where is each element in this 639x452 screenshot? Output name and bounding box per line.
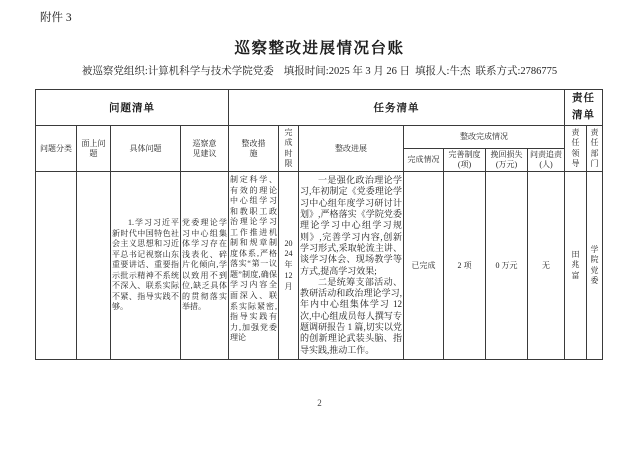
header-responsible-department: 责任部门 (587, 126, 603, 172)
cell-rectification-measures: 制定科学、有效的理论中心组学习和教职工政治理论学习工作推进机制和规章制度体系,严格落实“第一议题”制度,确保学习内容全面深入、联系实际紧密,指导实践有力,加强党委理论 (229, 172, 279, 360)
header-completion-status: 完成情况 (404, 149, 444, 172)
header-specific-problem: 具体问题 (111, 126, 181, 172)
meta-line (0, 63, 639, 78)
group-problem-list: 问题清单 (36, 90, 229, 126)
header-rectification-measures: 整改措施 (229, 126, 279, 172)
header-responsible-leader: 责任领导 (565, 126, 587, 172)
cell-responsible-department: 学院党委 (587, 172, 603, 360)
progress-paragraph-1: 一是强化政治理论学习,年初制定《党委理论学习中心组年度学习研讨计划》,严格落实《学院党委理论学习中心组学习规则》,完善学习内容,创新学习形式,采取轮流主讲、谈学习体会、现场教学等方式,提高学习效果; (300, 174, 402, 276)
cell-progress (299, 172, 404, 360)
org-value: 计算机科学与技术学院党委 (147, 66, 274, 77)
header-surface-problem: 面上问题 (77, 126, 111, 172)
cell-specific-problem: 1.学习习近平新时代中国特色社会主义思想和习近平总书记视察山东重要讲话、重要指示批示精神不系统不深入、联系实际不紧、指导实践不够。 (111, 172, 181, 360)
cell-completion-status: 已完成 (404, 172, 444, 360)
cell-problem-category (36, 172, 77, 360)
progress-paragraph-2: 二是统筹支部活动、教研活动和政治理论学习,年内中心组集体学习 12 次,中心组成员每人撰写专题调研报告 1 篇,切实以党的创新理论武装头脑、指导实践,推动工作。 (300, 276, 402, 355)
report-time-value: 2025 年 3 月 26 日 (328, 66, 411, 77)
cell-losses-recovered: 0 万元 (486, 172, 528, 360)
page-title: 巡察整改进展情况台账 (234, 40, 405, 57)
contact-value: 2786775 (520, 66, 558, 77)
group-responsibility-text: 责任清单 (572, 93, 595, 121)
header-losses-recovered: 挽回损失(万元) (486, 149, 528, 172)
cell-surface-problem (77, 172, 111, 360)
cell-responsible-leader: 田兆富 (565, 172, 587, 360)
org-label: 被巡察党组织: (81, 66, 148, 77)
sub-header-row (36, 126, 603, 149)
report-time-label: 填报时间: (283, 66, 329, 77)
group-responsibility-list (565, 90, 603, 126)
header-deadline: 完成时限 (279, 126, 299, 172)
cell-systems-improved: 2 项 (444, 172, 486, 360)
header-problem-category: 问题分类 (36, 126, 77, 172)
header-accountability: 问责追责(人) (528, 149, 565, 172)
attachment-label: 附件 3 (40, 12, 72, 24)
reporter-label: 填报人: (415, 66, 450, 77)
group-header-row (36, 90, 603, 126)
group-task-list: 任务清单 (229, 90, 565, 126)
header-completion-group: 整改完成情况 (404, 126, 565, 149)
cell-accountability: 无 (528, 172, 565, 360)
contact-label: 联系方式: (475, 66, 521, 77)
cell-inspection-opinion: 党委理论学习中心组集体学习存在浅表化、碎片化倾向,学以致用不到位,缺乏具体的贯彻落实举措。 (181, 172, 229, 360)
reporter-value: 牛杰 (449, 66, 471, 77)
header-inspection-opinion: 巡察意见建议 (181, 126, 229, 172)
header-progress: 整改进展 (299, 126, 404, 172)
table-row (36, 172, 603, 360)
page-number: 2 (317, 398, 322, 408)
cell-deadline: 2024年12月 (279, 172, 299, 360)
header-systems-improved: 完善制度(项) (444, 149, 486, 172)
ledger-table (35, 89, 603, 360)
